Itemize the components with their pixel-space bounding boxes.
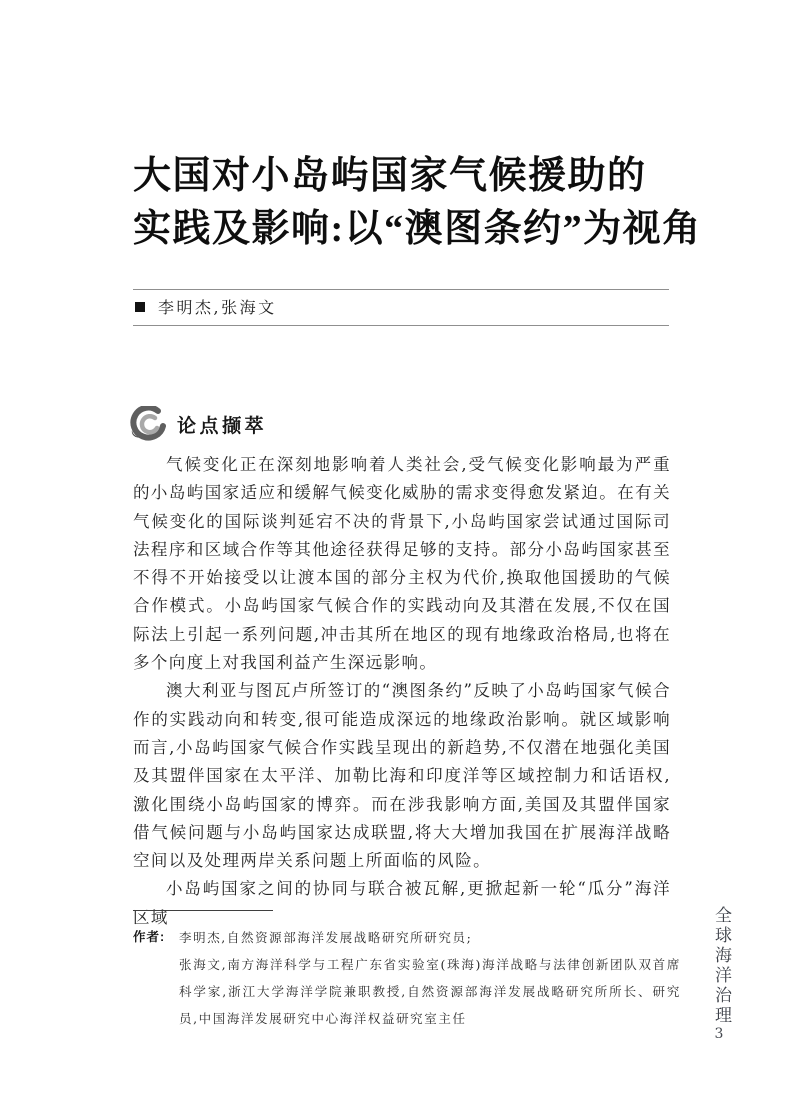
article-title-line1: 大国对小岛屿国家气候援助的 — [133, 155, 647, 197]
author-square-marker-icon — [135, 302, 145, 312]
footnote-divider — [133, 910, 273, 911]
footnote-author-1: 李明杰,自然资源部海洋发展战略研究所研究员; — [179, 930, 473, 945]
author-footnote — [133, 910, 681, 1032]
abstract-paragraph: 澳大利亚与图瓦卢所签订的“澳图条约”反映了小岛屿国家气候合作的实践动向和转变,很可能造成深远的地缘政治影响。就区域影响而言,小岛屿国家气候合作实践呈现出的新趋势,不仅潜在地强化美国及其盟伴国家在太平洋、加勒比海和印度洋等区域控制力和话语权,激化围绕小岛屿国家的博弈。而在涉我影响方面,美国及其盟伴国家借气候问题与小岛屿国家达成联盟,将大大增加我国在扩展海洋战略空间以及处理两岸关系问题上所面临的风险。 — [133, 681, 671, 871]
page-number: 3 — [714, 1026, 724, 1042]
abstract-paragraph: 小岛屿国家之间的协同与联合被瓦解,更掀起新一轮“瓜分”海洋区域 — [133, 879, 671, 927]
journal-section-vertical-title: 全球海洋治理 — [711, 906, 731, 1026]
wave-logo-icon — [126, 406, 168, 443]
footnote-author-2: 张海文,南方海洋科学与工程广东省实验室(珠海)海洋战略与法律创新团队双首席科学家,浙江大学海洋学院兼职教授,自然资源部海洋发展战略研究所所长、研究员,中国海洋发展研究中心海洋权益研究室主任 — [179, 957, 681, 1026]
abstract-body — [133, 451, 671, 932]
abstract-paragraph: 气候变化正在深刻地影响着人类社会,受气候变化影响最为严重的小岛屿国家适应和缓解气候变化威胁的需求变得愈发紧迫。在有关气候变化的国际谈判延宕不决的背景下,小岛屿国家尝试通过国际司法程序和区域合作等其他途径获得足够的支持。部分小岛屿国家甚至不得不开始接受以让渡本国的部分主权为代价,换取他国援助的气候合作模式。小岛屿国家气候合作的实践动向及其潜在发展,不仅在国际法上引起一系列问题,冲击其所在地区的现有地缘政治格局,也将在多个向度上对我国利益产生深远影响。 — [133, 455, 671, 673]
footnote-author-label: 作者: — [133, 930, 166, 944]
article-title — [133, 150, 703, 256]
abstract-section-label: 论点撷萃 — [177, 416, 268, 437]
author-names: 李明杰,张海文 — [158, 298, 277, 317]
author-block — [133, 289, 669, 326]
article-title-line2: 实践及影响:以“澳图条约”为视角 — [133, 208, 702, 250]
abstract-section-header — [126, 406, 267, 443]
footnote-body — [133, 924, 681, 1032]
